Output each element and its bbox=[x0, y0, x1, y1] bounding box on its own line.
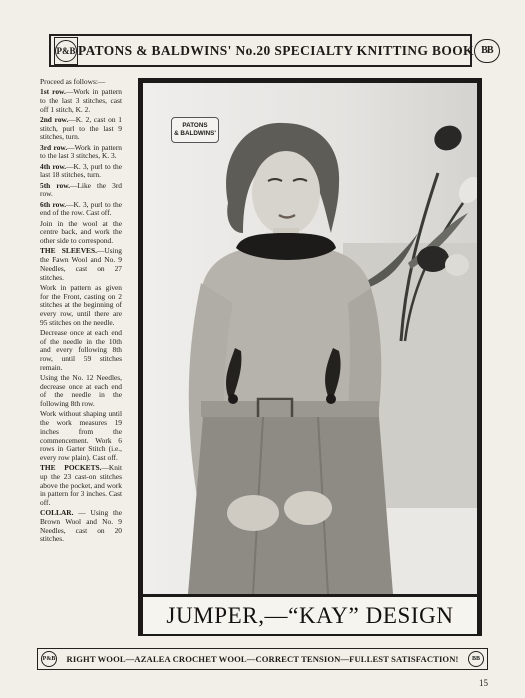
knitting-instructions bbox=[40, 78, 122, 546]
page-header bbox=[49, 34, 493, 67]
pockets-heading: THE POCKETS. bbox=[40, 463, 102, 473]
sleeves-p2: Work in pattern as given for the Front, casting on 2 stitches at the beginning of every row, until there are 95 stitches on the needle. bbox=[40, 282, 122, 327]
row-4 bbox=[40, 163, 122, 180]
row-3 bbox=[40, 144, 122, 161]
sleeves-p5: Work without shaping until the work measures 19 inches from the commencement. Work 6 rows in Garter Stitch (i.e., every row plain). Cast off. bbox=[40, 409, 122, 462]
row-4-label: 4th row. bbox=[40, 161, 67, 171]
page-footer bbox=[37, 648, 488, 670]
row-6-label: 6th row. bbox=[40, 199, 67, 209]
model-illustration bbox=[143, 83, 477, 594]
row-3-label: 3rd row. bbox=[40, 142, 68, 152]
sleeves-section bbox=[40, 247, 122, 282]
join-text: Join in the wool at the centre back, and work the other side to correspond. bbox=[40, 218, 122, 246]
footer-left-logo-icon: P&B bbox=[41, 651, 57, 667]
row-2 bbox=[40, 116, 122, 142]
row-5-label: 5th row. bbox=[40, 180, 70, 190]
collar-section bbox=[40, 509, 122, 544]
bb-badge-icon: BB bbox=[474, 39, 500, 63]
row-1-label: 1st row. bbox=[40, 87, 66, 97]
patons-emblem-logo bbox=[54, 37, 78, 65]
row-2-text: —K. 2, cast on 1 stitch, purl to the last 9 stitches, turn. bbox=[40, 115, 122, 142]
emblem-icon: P&B bbox=[55, 40, 77, 62]
footer-slogan: RIGHT WOOL—AZALEA CROCHET WOOL—CORRECT TENSION—FULLEST SATISFACTION! bbox=[66, 654, 459, 664]
row-5-text: —Like the 3rd row. bbox=[40, 180, 122, 199]
row-6-text: —K. 3, purl to the end of the row. Cast off. bbox=[40, 199, 122, 218]
model-photo bbox=[143, 83, 477, 594]
logo-line-2: & BALDWINS' bbox=[174, 130, 216, 137]
design-caption: JUMPER,—“KAY” DESIGN bbox=[143, 597, 477, 634]
sleeves-heading: THE SLEEVES. bbox=[40, 246, 97, 256]
collar-text: — Using the Brown Wool and No. 9 Needles, cast on 20 stitches. bbox=[40, 508, 122, 544]
pockets-section bbox=[40, 464, 122, 508]
intro-text: Proceed as follows:— bbox=[40, 77, 106, 86]
pockets-text: —Knit up the 23 cast-on stitches above the pocket, and work in pattern for 3 inches. Cast off. bbox=[40, 463, 122, 508]
row-3-text: —Work in pattern to the last 3 stitches, K. 3. bbox=[40, 142, 122, 161]
footer-right-logo-icon: BB bbox=[468, 651, 484, 667]
logo-line-1: PATONS bbox=[182, 122, 208, 129]
row-4-text: —K. 3, purl to the last 18 stitches, turn. bbox=[40, 161, 122, 180]
bb-logo bbox=[474, 37, 500, 65]
book-title: PATONS & BALDWINS' No.20 SPECIALTY KNITTING BOOK bbox=[78, 42, 474, 58]
photo-frame bbox=[138, 78, 482, 636]
sleeves-p4: Using the No. 12 Needles, decrease once at each end of the needle in the following 8th row. bbox=[40, 373, 122, 409]
page-number: 15 bbox=[479, 678, 488, 688]
sleeves-p3: Decrease once at each end of the needle in the 10th and every following 8th row, until 59 stitches remain. bbox=[40, 327, 122, 372]
sleeves-text: —Using the Fawn Wool and No. 9 Needles, cast on 27 stitches. bbox=[40, 246, 122, 282]
collar-heading: COLLAR. bbox=[40, 508, 74, 518]
patons-baldwins-logo bbox=[171, 117, 219, 143]
row-6 bbox=[40, 201, 122, 218]
row-2-label: 2nd row. bbox=[40, 115, 69, 124]
row-1 bbox=[40, 88, 122, 114]
row-1-text: —Work in pattern to the last 3 stitches, cast off 1 stitch, K. 2. bbox=[40, 87, 123, 114]
row-5 bbox=[40, 182, 122, 199]
